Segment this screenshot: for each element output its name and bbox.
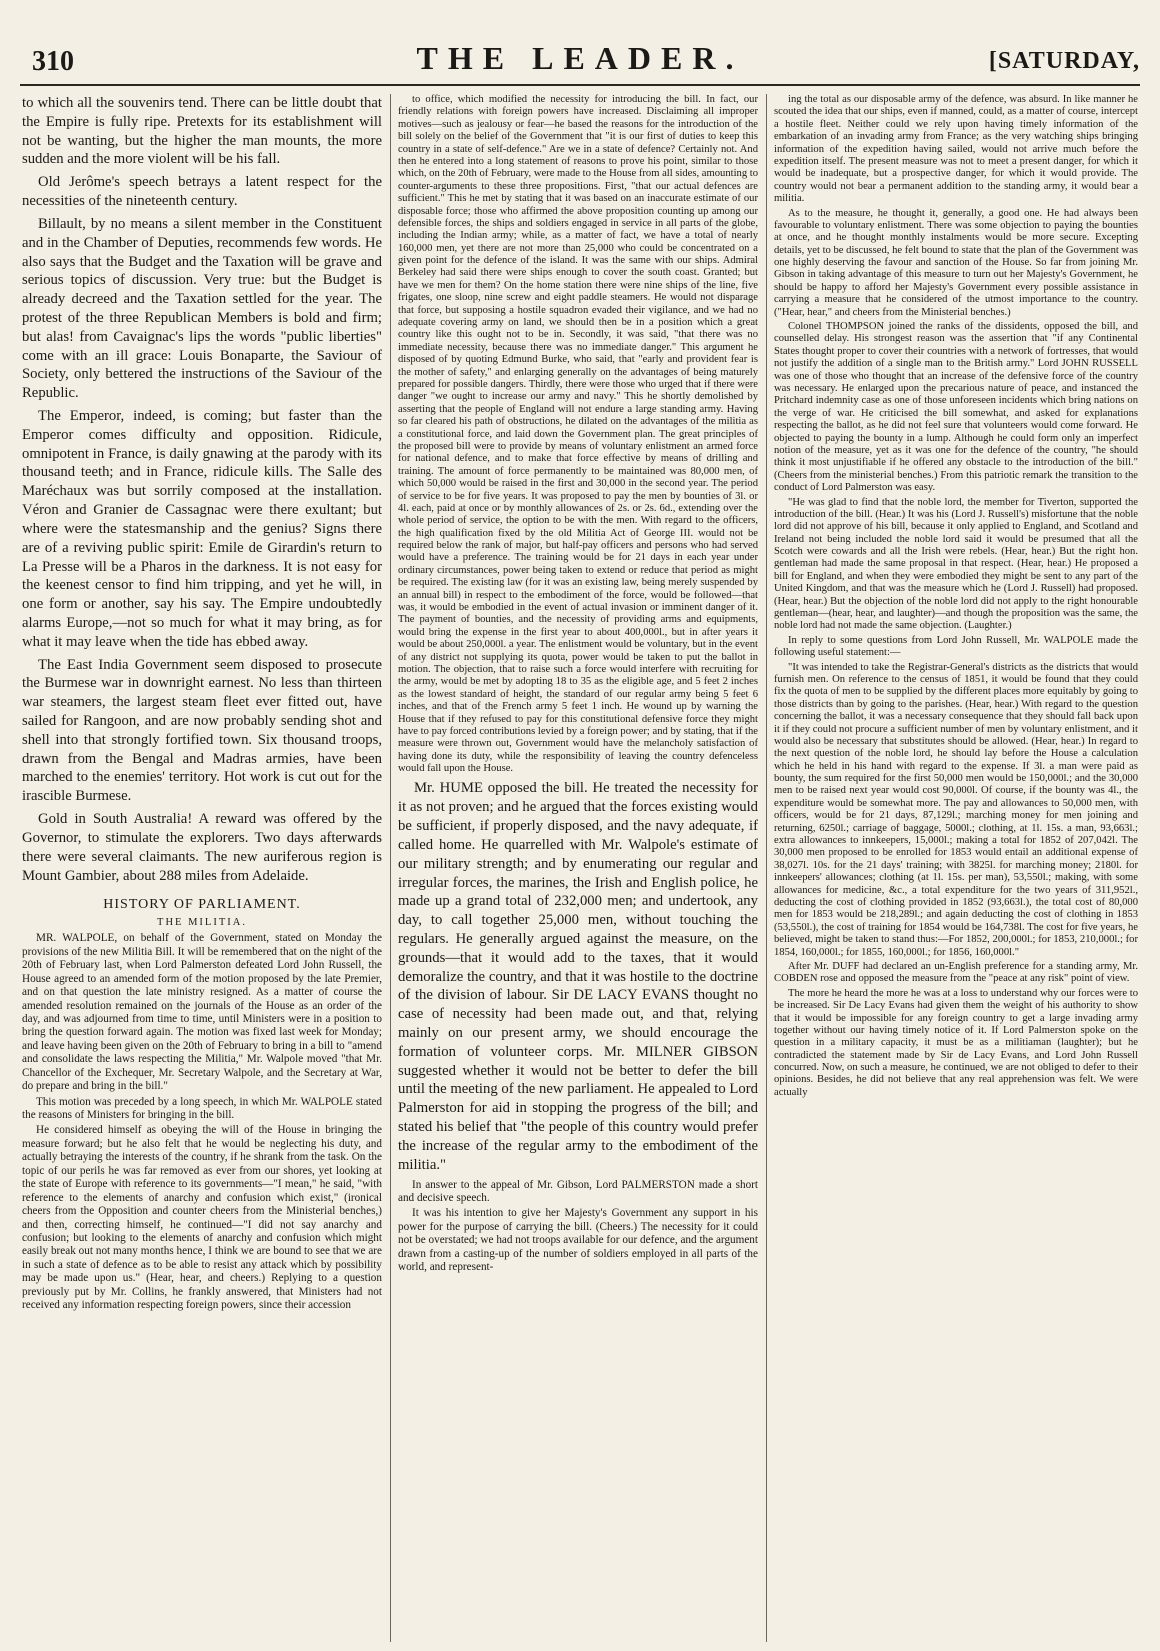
paragraph: This motion was preceded by a long speech, in which Mr. WALPOLE stated the reasons of Ministers for bringing in the bill. (22, 1095, 382, 1121)
paragraph: Billault, by no means a silent member in the Constituent and in the Chamber of Deputies, recommends few words. He also says that the Budget and the Taxation will be grave and serious topics of discussion. Very true: but the Budget is already decreed and the Taxation settled for the year. The protest of the three Republican Members is bold and firm; but alas! from Cavaignac's lips the words "public liberties" come with an ill grace: Louis Bonaparte, the Saviour of Society, only bettered the instructions of the Saviour of the Republic. (22, 215, 382, 402)
paragraph: The Emperor, indeed, is coming; but faster than the Emperor comes difficulty and opposition. Ridicule, omnipotent in France, is daily gnawing at the parody with its thousand teeth; and in France, ridicule kills. The Salle des Maréchaux was but sorrily composed at the installation. Véron and Granier de Cassagnac were there exultant; but where were the statesmanship and the genius? Signs there are of a reviving public spirit: Emile de Girardin's return to La Presse will be a Pharos in the darkness. It is not easy for the keenest censor to find him tripping, and yet he will, in one form or another, say his say. The Empire undoubtedly alarms Europe,—not so much for what it may bring, as for what it may leave when the tide has ebbed away. (22, 408, 382, 650)
column-divider (390, 94, 391, 1642)
page-header (20, 40, 1140, 86)
page-number: 310 (32, 46, 74, 77)
column-2 (398, 94, 758, 1642)
dateline: [SATURDAY, (988, 48, 1140, 74)
section-title: HISTORY OF PARLIAMENT. (103, 897, 301, 913)
paragraph: In reply to some questions from Lord John Russell, Mr. WALPOLE made the following useful statement:— (774, 634, 1138, 659)
paragraph: Mr. HUME opposed the bill. He treated the necessity for it as not proven; and he argued that the forces existing would be sufficient, if properly disposed, and the navy adequate, if called home. He quarrelled with Mr. Walpole's estimate of our military strength; and by enumerating our regular and irregular forces, the marines, the Irish and English police, he made up a grand total of 232,000 men; and undertook, any day, to call together 25,000 men, without touching the regulars. He generally argued against the measure, on the grounds—that it would add to the taxes, that it would demoralize the country, and that it was hostile to the doctrine of the division of labour. Sir DE LACY EVANS thought no case of necessity had been made out, and that, relying mainly on our present army, we should encourage the formation of volunteer corps. Mr. MILNER GIBSON suggested whether it would not be better to defer the bill until the meeting of the new parliament. He appealed to Lord Palmerston for aid in stopping the progress of the bill; and stated his belief that "the people of this country would prefer the increase of the regular army to the embodiment of the militia." (398, 780, 758, 1173)
paragraph: It was his intention to give her Majesty's Government any support in his power for the purpose of carrying the bill. (Cheers.) The necessity for it could not be overstated; we had not troops available for our defence, and the argument drawn from a casting-up of the number of soldiers employed in all parts of the world, and represent- (398, 1207, 758, 1274)
section-subtitle: THE MILITIA. (157, 917, 247, 929)
paragraph: MR. WALPOLE, on behalf of the Government, stated on Monday the provisions of the new Militia Bill. It will be remembered that on the night of the 20th of February last, when Lord Palmerston defeated Lord John Russell, the House agreed to an amended form of the motion proposed by the late Premier, and on that question the late ministry resigned. As a matter of course the amended resolution remained on the journals of the House as an order of the day, and was adjourned from time to time, until Ministers were in a position to bring the question forward again. The motion was fixed last week for Monday; and leave having been given on the 20th of February to bring in a bill to "amend and consolidate the laws respecting the Militia," Mr. Walpole moved "that Mr. Chancellor of the Exchequer, Mr. Secretary Walpole, and the Secretary at War, do prepare and bring in the bill." (22, 932, 382, 1093)
paragraph: to office, which modified the necessity for introducing the bill. In fact, our friendly relations with foreign powers have increased. Disclaiming all improper motives—such as jealousy or fear—he based the reasons for the introduction of the bill solely on the belief of the Government that "it is our first of duties to keep this country in a state of self-defence." Are we in a state of defence? Certainly not. And then he entered into a long statement of reasons to prove his point, similar to those which, on the 20th of February, were made to the House from all sides, amounting to counter-arguments to these three propositions. First, "that our actual defences are sufficient." This he met by stating that it was based on an inaccurate estimate of our disposable force; those who affirmed the above proposition counting up among our defensible forces, the ships and soldiers engaged in service in all parts of the globe, including the Indian army; while, as a matter of fact, we have a total of nearly 160,000 men, yet there are not more than 25,000 who could be concentrated on a given point for the defence of the island. It was the same with our ships. Admiral Berkeley had said there were ships enough to cover the south coast. Granted; but have we men for them? On the home station there were nine ships of the line, five frigates, one sloop, nine screw and eight paddle steamers. He would not disparage that force, but supposing a hostile squadron evaded their vigilance, and we had no adequate covering army on land, we should then be in a position which a great country like this ought not to be in. Secondly, it was said, "that there was no immediate necessity, because there was no immediate danger." This argument he disposed of by quoting Edmund Burke, who said, that "early and provident fear is the mother of safety," and enlarging generally on the advantages of being maturely prepared for possible dangers. Thirdly, there were those who urged that if there were danger "we ought to increase our army and navy." This he shortly demolished by asserting that the people of England will not endure a large standing army. Having so far cleared his path of obstructions, he dilated on the advantages of the militia as a constitutional force, and laid down the Government plan. The great principles of the proposed bill were to provide by means of voluntary enlistment an armed force for national defence, and to make that force effective by means of drilling and training. The amount of force permanently to be maintained was 80,000 men, of which 50,000 would be raised in the first and 30,000 in the second year. The period of service to be for five years. It was proposed to pay the men by bounties of 3l. or 4l. each, paid at once or by monthly allowances of 2s. or 2s. 6d., extending over the whole period of service, the option to be with the men. With regard to the officers, the high qualification fixed by the old Militia Act of George III. would not be required below the rank of major, but half-pay officers and persons who had served would have a preference. The training would be for 21 days in each year under ordinary circumstances, power being taken to extend or reduce that period as might be required. The existing law (for it was an existing law, being merely suspended by an annual bill) in respect to the embodiment of the force, would be followed—that was, it would be embodied in the event of actual invasion or imminent danger of it. The payment of bounties, and the necessity of providing arms and equipments, would bring the expense in the first year to about 400,000l., but in after years it would be about 250,000l. a year. The enlistment would be voluntary, but in the event of any district not supplying its quota, power would be taken to put the ballot in motion. The objection, that to raise such a force would interfere with recruiting for the army, would be met by adopting 18 to 35 as the eligible age, and 5 feet 2 inches as the lowest standard of height, the standard of our regular army being 5 feet 6 inches, and that of the French army 5 feet 1 inch. He wound up by warning the House that if they refused to pay for this constitutional defensive force they might have to pay forced contributions levied by a foreign power; and by stating, that if the measure were thrown out, Government would have the melancholy satisfaction of having done its duty, while the responsibility of leaving the country defenceless would fall upon the House. (398, 94, 758, 775)
column-1 (22, 94, 382, 1642)
paragraph: ing the total as our disposable army of the defence, was absurd. In like manner he scouted the idea that our ships, even if manned, could, as a matter of course, intercept a hostile fleet. Neither could we rely upon having timely information of the embarkation of an invading army from France; as the very watching ships bringing information of the expedition having sailed, would not arrive much before the expedition itself. The present measure was not to meet a present danger, for which it would be inadequate, but a prospective danger, for which it would provide. The country would not bear a permanent addition to the standing army, it would bear a militia. (774, 94, 1138, 205)
paragraph: As to the measure, he thought it, generally, a good one. He had always been favourable to voluntary enlistment. There was some objection to paying the bounties at once, and he thought monthly instalments would be more secure. Excepting details, yet to be discussed, he felt bound to state that the plan of the Government was one highly deserving the favour and sanction of the House. So far from joining Mr. Gibson in taking advantage of this measure to turn out her Majesty's Government, he should be happy to afford her Majesty's Government every possible assistance in carrying a measure that he considered of the utmost importance to the country. ("Hear, hear," and cheers from the Ministerial benches.) (774, 207, 1138, 318)
paragraph: Gold in South Australia! A reward was offered by the Governor, to stimulate the explorers. Two days afterwards there were several claimants. The new auriferous region is Mount Gambier, about 288 miles from Adelaide. (22, 811, 382, 884)
column-divider (766, 94, 767, 1642)
paragraph: Old Jerôme's speech betrays a latent respect for the necessities of the nineteenth century. (22, 174, 382, 210)
paragraph: "He was glad to find that the noble lord, the member for Tiverton, supported the introduction of the bill. (Hear.) It was his (Lord J. Russell's) misfortune that the noble lord did not approve of his bill, because it only applied to England, and Scotland and Ireland not being included the noble lord said it would be presumed that all the Scotch were cowards and all the Irish were rebels. (Hear, hear.) But the right hon. gentleman had made the same proposal in that respect. (Hear, hear.) He proposed a bill for England, and when they were embodied they might be sent to any part of the United Kingdom, and that was the measure which he (Lord J. Russell) had proposed. (Hear, hear.) But the objection of the noble lord did not apply to the right honourable gentleman—(hear, hear, and laughter)—and though the proposition was the same, the noble lord had not made the same objection. (Laughter.) (774, 496, 1138, 632)
paragraph: Colonel THOMPSON joined the ranks of the dissidents, opposed the bill, and counselled delay. His strongest reason was the assertion that "if any Continental States thought proper to cover their countries with a network of fortresses, that would not justify the addition of a single man to the British army." Lord JOHN RUSSELL was one of those who thought that an increase of the defensive force of the country was necessary. He enlarged upon the precarious nature of peace, and instanced the Pritchard indemnity case as one of those unforeseen incidents which bring nations on the verge of war. He criticised the bill somewhat, and asked for explanations respecting the ballot, as he did not feel sure that volunteers would come forward. He objected to paying the bounty in a lump. Although he could form only an imperfect notion of the measure, yet as it was one for the defence of the country, "he should think it most unjustifiable if he offered any obstacle to the introduction of the bill." (Cheers from the ministerial benches.) From this patriotic remark the transition to the conduct of Lord Palmerston was easy. (774, 321, 1138, 494)
paragraph: "It was intended to take the Registrar-General's districts as the districts that would furnish men. On reference to the census of 1851, it would be found that they could fix the quota of men to be supplied by the different places more equitably by going to those districts than by going to the parishes. (Hear, hear.) With regard to the question concerning the ballot, it was a necessary consequence that they should fall back upon it if they could not procure a sufficient number of men by voluntary enlistment, and it would also be necessary that substitutes should be allowed. (Hear, hear.) In regard to the next question of the noble lord, he should lay before the House a calculation which he held in his hand with regard to the expense. If 3l. a man were paid as bounty, the sum required for the first 50,000 men would be 150,000l.; and the 30,000 men to be raised next year would cost 90,000l. Of course, if the bounty was 4l., the expenditure would be somewhat more. The pay and allowances to 50,000 men, with officers, would be for 21 days, 87,129l.; marching money for men joining and returning, 6250l.; carriage of baggage, 5000l.; clothing, at 1l. 15s. a man, 93,663l.; extra allowances to innkeepers, 15,000l.; making a total for 1852 of 207,042l. The 30,000 men proposed to be enrolled for 1853 would entail an additional expense of 38,027l. 10s. for the 21 days' training; with 3825l. for marching money; 2180l. for innkeepers' allowances; clothing (at 1l. 15s. per man), 53,550l.; making, with some allowances for medicine, &c., a total expenditure for the two years of 311,952l., deducting the cost of clothing provided in 1852 (93,663l.), the total cost of 80,000 men for 1853 would be 218,289l.; and again deducting the cost of clothing in 1853 (53,550l.), the cost of training for 1854 would be 164,738l. The cost for five years, he believed, might be taken to stand thus:—For 1852, 200,000l.; for 1853, 210,000l.; for 1854, 160,000l.; for 1855, 160,000l.; for 1856, 160,000l." (774, 661, 1138, 958)
column-3 (774, 94, 1138, 1642)
paragraph: He considered himself as obeying the will of the House in bringing the measure forward; but he also felt that he would be neglecting his duty, and actually betraying the interests of the country, if he shrank from the task. On the topic of our perils he was far removed as ever from our shores, yet looking at the state of Europe with reference to its governments—"I mean," he said, "with reference to the elements of anarchy and confusion which exist," (ironical cheers from the Opposition and counter cheers from the Ministerial benches,) and then, correcting himself, he continued—"I did not say anarchy and confusion; but looking to the elements of anarchy and confusion which might easily break out not many months hence, I think we are bound to see that we are in such a state of defence as to be able to resist any attack which by possibility may be made upon us." (Hear, hear, and cheers.) Replying to a question previously put by Mr. Collins, he frankly answered, that Ministers had not received any information respecting foreign powers, since their accession (22, 1124, 382, 1312)
paragraph: After Mr. DUFF had declared an un-English preference for a standing army, Mr. COBDEN rose and opposed the measure from the "peace at any risk" point of view. (774, 960, 1138, 985)
paragraph: The more he heard the more he was at a loss to understand why our forces were to be increased. Sir De Lacy Evans had given them the weight of his authority to show that it would be impossible for any foreign country to get a large invading army together without our having timely notice of it. If Lord Palmerston spoke on the question in a military capacity, it must be as a militiaman (laughter); but he contradicted the statement made by Sir de Lacy Evans, and Lord John Russell concurred. Now, on such a measure, he continued, we are not obliged to defer to their opinions. Besides, he did not believe that any real apprehension was felt. We were actually (774, 987, 1138, 1098)
paragraph: to which all the souvenirs tend. There can be little doubt that the Empire is fully ripe. Pretexts for its establishment will not be wanting, but the higher the man mounts, the more sudden and the more violent will be his fall. (22, 95, 382, 168)
paragraph: In answer to the appeal of Mr. Gibson, Lord PALMERSTON made a short and decisive speech. (398, 1178, 758, 1204)
paragraph: The East India Government seem disposed to prosecute the Burmese war in downright earnest. No less than thirteen war steamers, the largest steam fleet ever fitted out, have sailed for Rangoon, and are now probably sending shot and shell into that strongly fortified town. Six thousand troops, drawn from the Bengal and Madras armies, have been marched to the enemies' territory. Hot work is cut out for the irascible Burmese. (22, 656, 382, 805)
masthead-title: THE LEADER. (416, 40, 744, 76)
